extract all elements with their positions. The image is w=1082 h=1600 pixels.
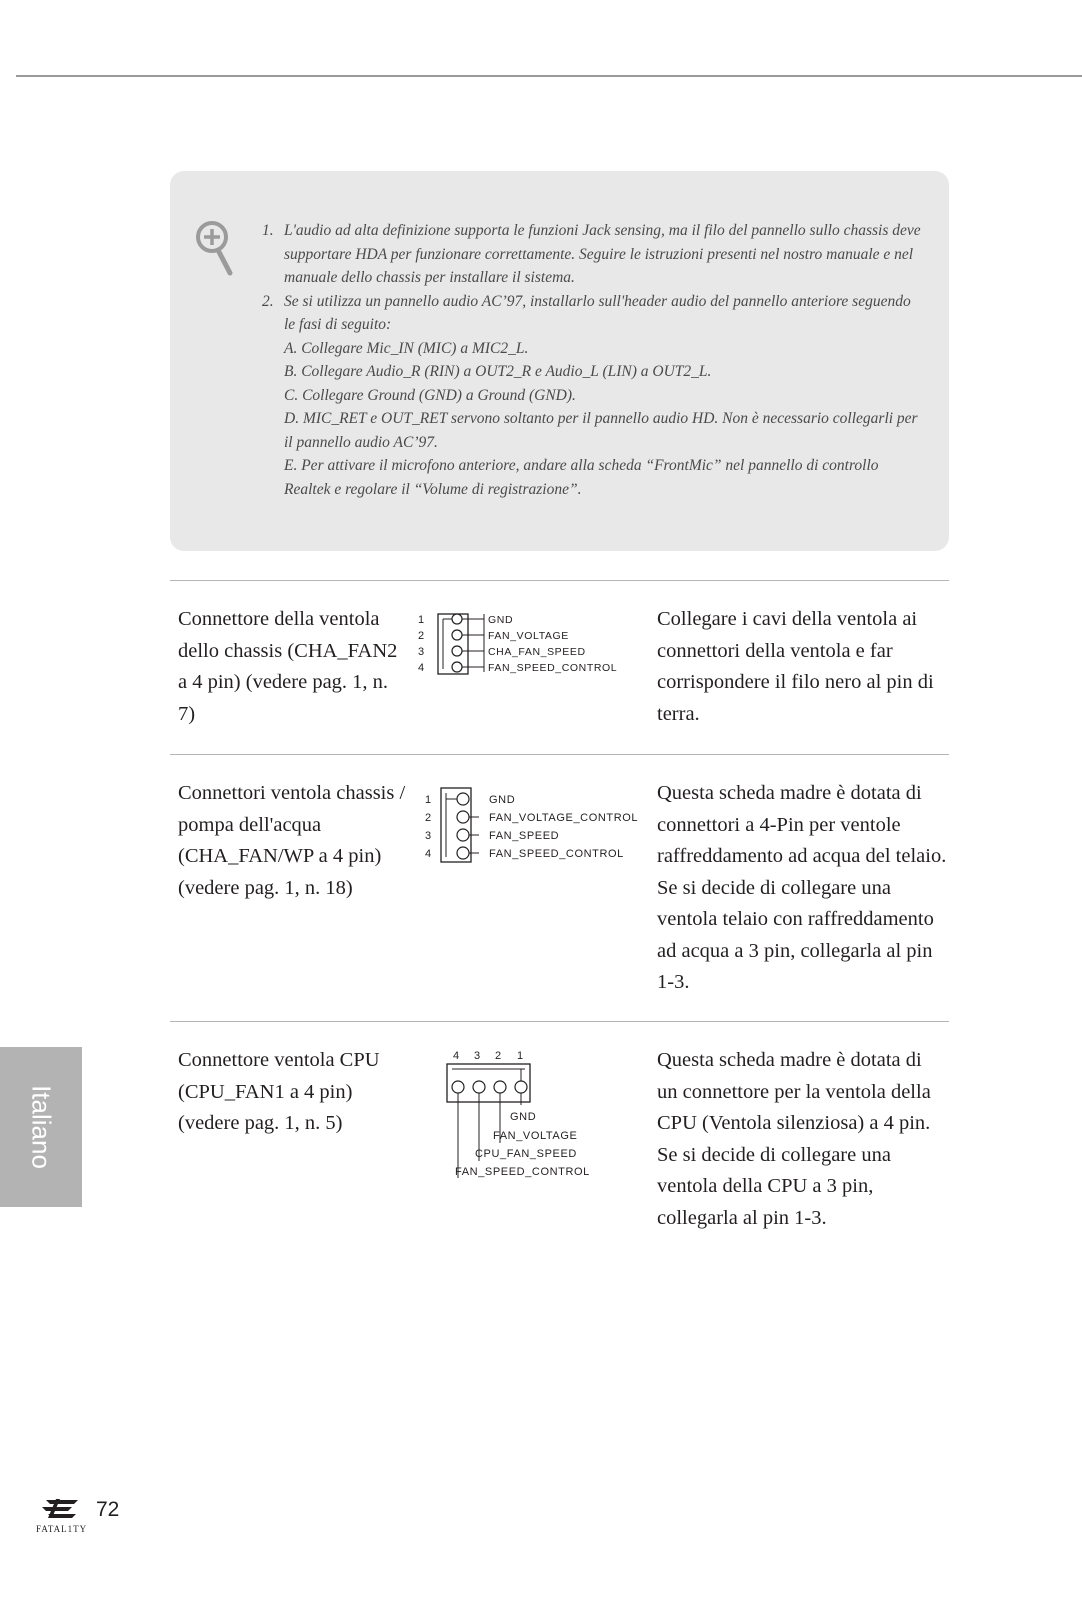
note-subitem: D. MIC_RET e OUT_RET servono soltanto per il pannello audio HD. Non è necessario collegarli per il pannello audio AC’97. <box>284 410 918 451</box>
pin-label: FAN_SPEED_CONTROL <box>488 662 618 674</box>
logo-wordmark: FATAL1TY <box>36 1524 88 1534</box>
pin-number: 1 <box>425 794 432 806</box>
pin-number: 3 <box>418 646 425 658</box>
pin-label: GND <box>489 794 516 806</box>
cpu-fan1-pinout-diagram <box>443 1047 623 1189</box>
pin-label: GND <box>510 1111 537 1123</box>
pin-number: 2 <box>425 812 432 824</box>
note-box <box>170 171 949 551</box>
connector-description: Questa scheda madre è dotata di un connettore per la ventola della CPU (Ventola silenziosa) a 4 pin. Se si decide di collegare una ventola della CPU a 3 pin, collegarla al pin 1-3. <box>657 1049 931 1229</box>
side-tab-label: Italiano <box>26 1085 57 1169</box>
pin-number: 1 <box>418 614 425 626</box>
pin-number: 3 <box>425 830 432 842</box>
pin-group <box>443 614 484 672</box>
note-list <box>262 219 922 501</box>
pin-number: 3 <box>474 1050 481 1062</box>
connector-description: Collegare i cavi della ventola ai connettori della ventola e far corrispondere il filo nero al pin di terra. <box>657 608 934 725</box>
zoom-in-magnifier-icon <box>194 219 236 277</box>
note-subitem: A. Collegare Mic_IN (MIC) a MIC2_L. <box>284 339 529 357</box>
pin-label: CPU_FAN_SPEED <box>475 1148 577 1160</box>
pin-label: FAN_SPEED <box>489 830 560 842</box>
note-item <box>262 290 922 502</box>
top-rule <box>16 75 1082 77</box>
note-item-text: Se si utilizza un pannello audio AC’97, installarlo sull'header audio del pannello anteriore seguendo le fasi di seguito: <box>284 292 911 333</box>
connector-description: Questa scheda madre è dotata di connettori a 4-Pin per ventole raffreddamento ad acqua del telaio. Se si decide di collegare una ventola telaio con raffreddamento ad acqua a 3 pin, collegarla al pin 1-3. <box>657 782 947 993</box>
pin-number: 1 <box>517 1050 524 1062</box>
note-item-number: 2. <box>262 292 274 310</box>
pin-number: 4 <box>453 1050 460 1062</box>
pin-label: FAN_VOLTAGE_CONTROL <box>489 812 639 824</box>
pin-label: FAN_VOLTAGE <box>488 630 569 642</box>
note-item <box>262 219 922 290</box>
pin-label: FAN_VOLTAGE <box>493 1130 578 1142</box>
pin-group <box>452 1069 527 1178</box>
connector-title: Connettori ventola chassis / pompa dell'acqua (CHA_FAN/WP a 4 pin) (vedere pag. 1, n. 18) <box>178 782 406 899</box>
pin-number: 2 <box>495 1050 502 1062</box>
note-item-number: 1. <box>262 222 274 239</box>
language-side-tab <box>0 1047 82 1207</box>
pin-label: CHA_FAN_SPEED <box>488 646 586 658</box>
note-subitem: C. Collegare Ground (GND) a Ground (GND). <box>284 386 576 404</box>
note-subitem: E. Per attivare il microfono anteriore, andare alla scheda “FrontMic” nel pannello di controllo Realtek e regolare il “Volume di registrazione”. <box>284 457 879 498</box>
connector-title: Connettore della ventola dello chassis (CHA_FAN2 a 4 pin) (vedere pag. 1, n. 7) <box>178 608 398 725</box>
pin-label: GND <box>488 614 514 626</box>
pin-label: FAN_SPEED_CONTROL <box>489 848 624 860</box>
pin-number: 4 <box>425 848 432 860</box>
section-divider <box>170 1021 949 1022</box>
pin-group <box>446 793 479 859</box>
note-item-text: L'audio ad alta definizione supporta le funzioni Jack sensing, ma il filo del pannello sullo chassis deve supportare HDA per funzionare correttamente. Seguire le istruzioni presenti nel nostro manuale e nel manuale dello chassis per installare il sistema. <box>284 222 921 286</box>
cha-fan-wp-pinout-diagram <box>425 782 645 864</box>
page-number: 72 <box>96 1498 120 1521</box>
cha-fan2-pinout-diagram <box>410 606 640 678</box>
pin-label: FAN_SPEED_CONTROL <box>455 1166 590 1178</box>
section-divider <box>170 580 949 581</box>
pin-number: 2 <box>418 630 425 642</box>
connector-title: Connettore ventola CPU (CPU_FAN1 a 4 pin) (vedere pag. 1, n. 5) <box>178 1049 380 1134</box>
note-subitem: B. Collegare Audio_R (RIN) a OUT2_R e Audio_L (LIN) a OUT2_L. <box>284 363 712 380</box>
section-divider <box>170 754 949 755</box>
pin-number: 4 <box>418 662 425 674</box>
